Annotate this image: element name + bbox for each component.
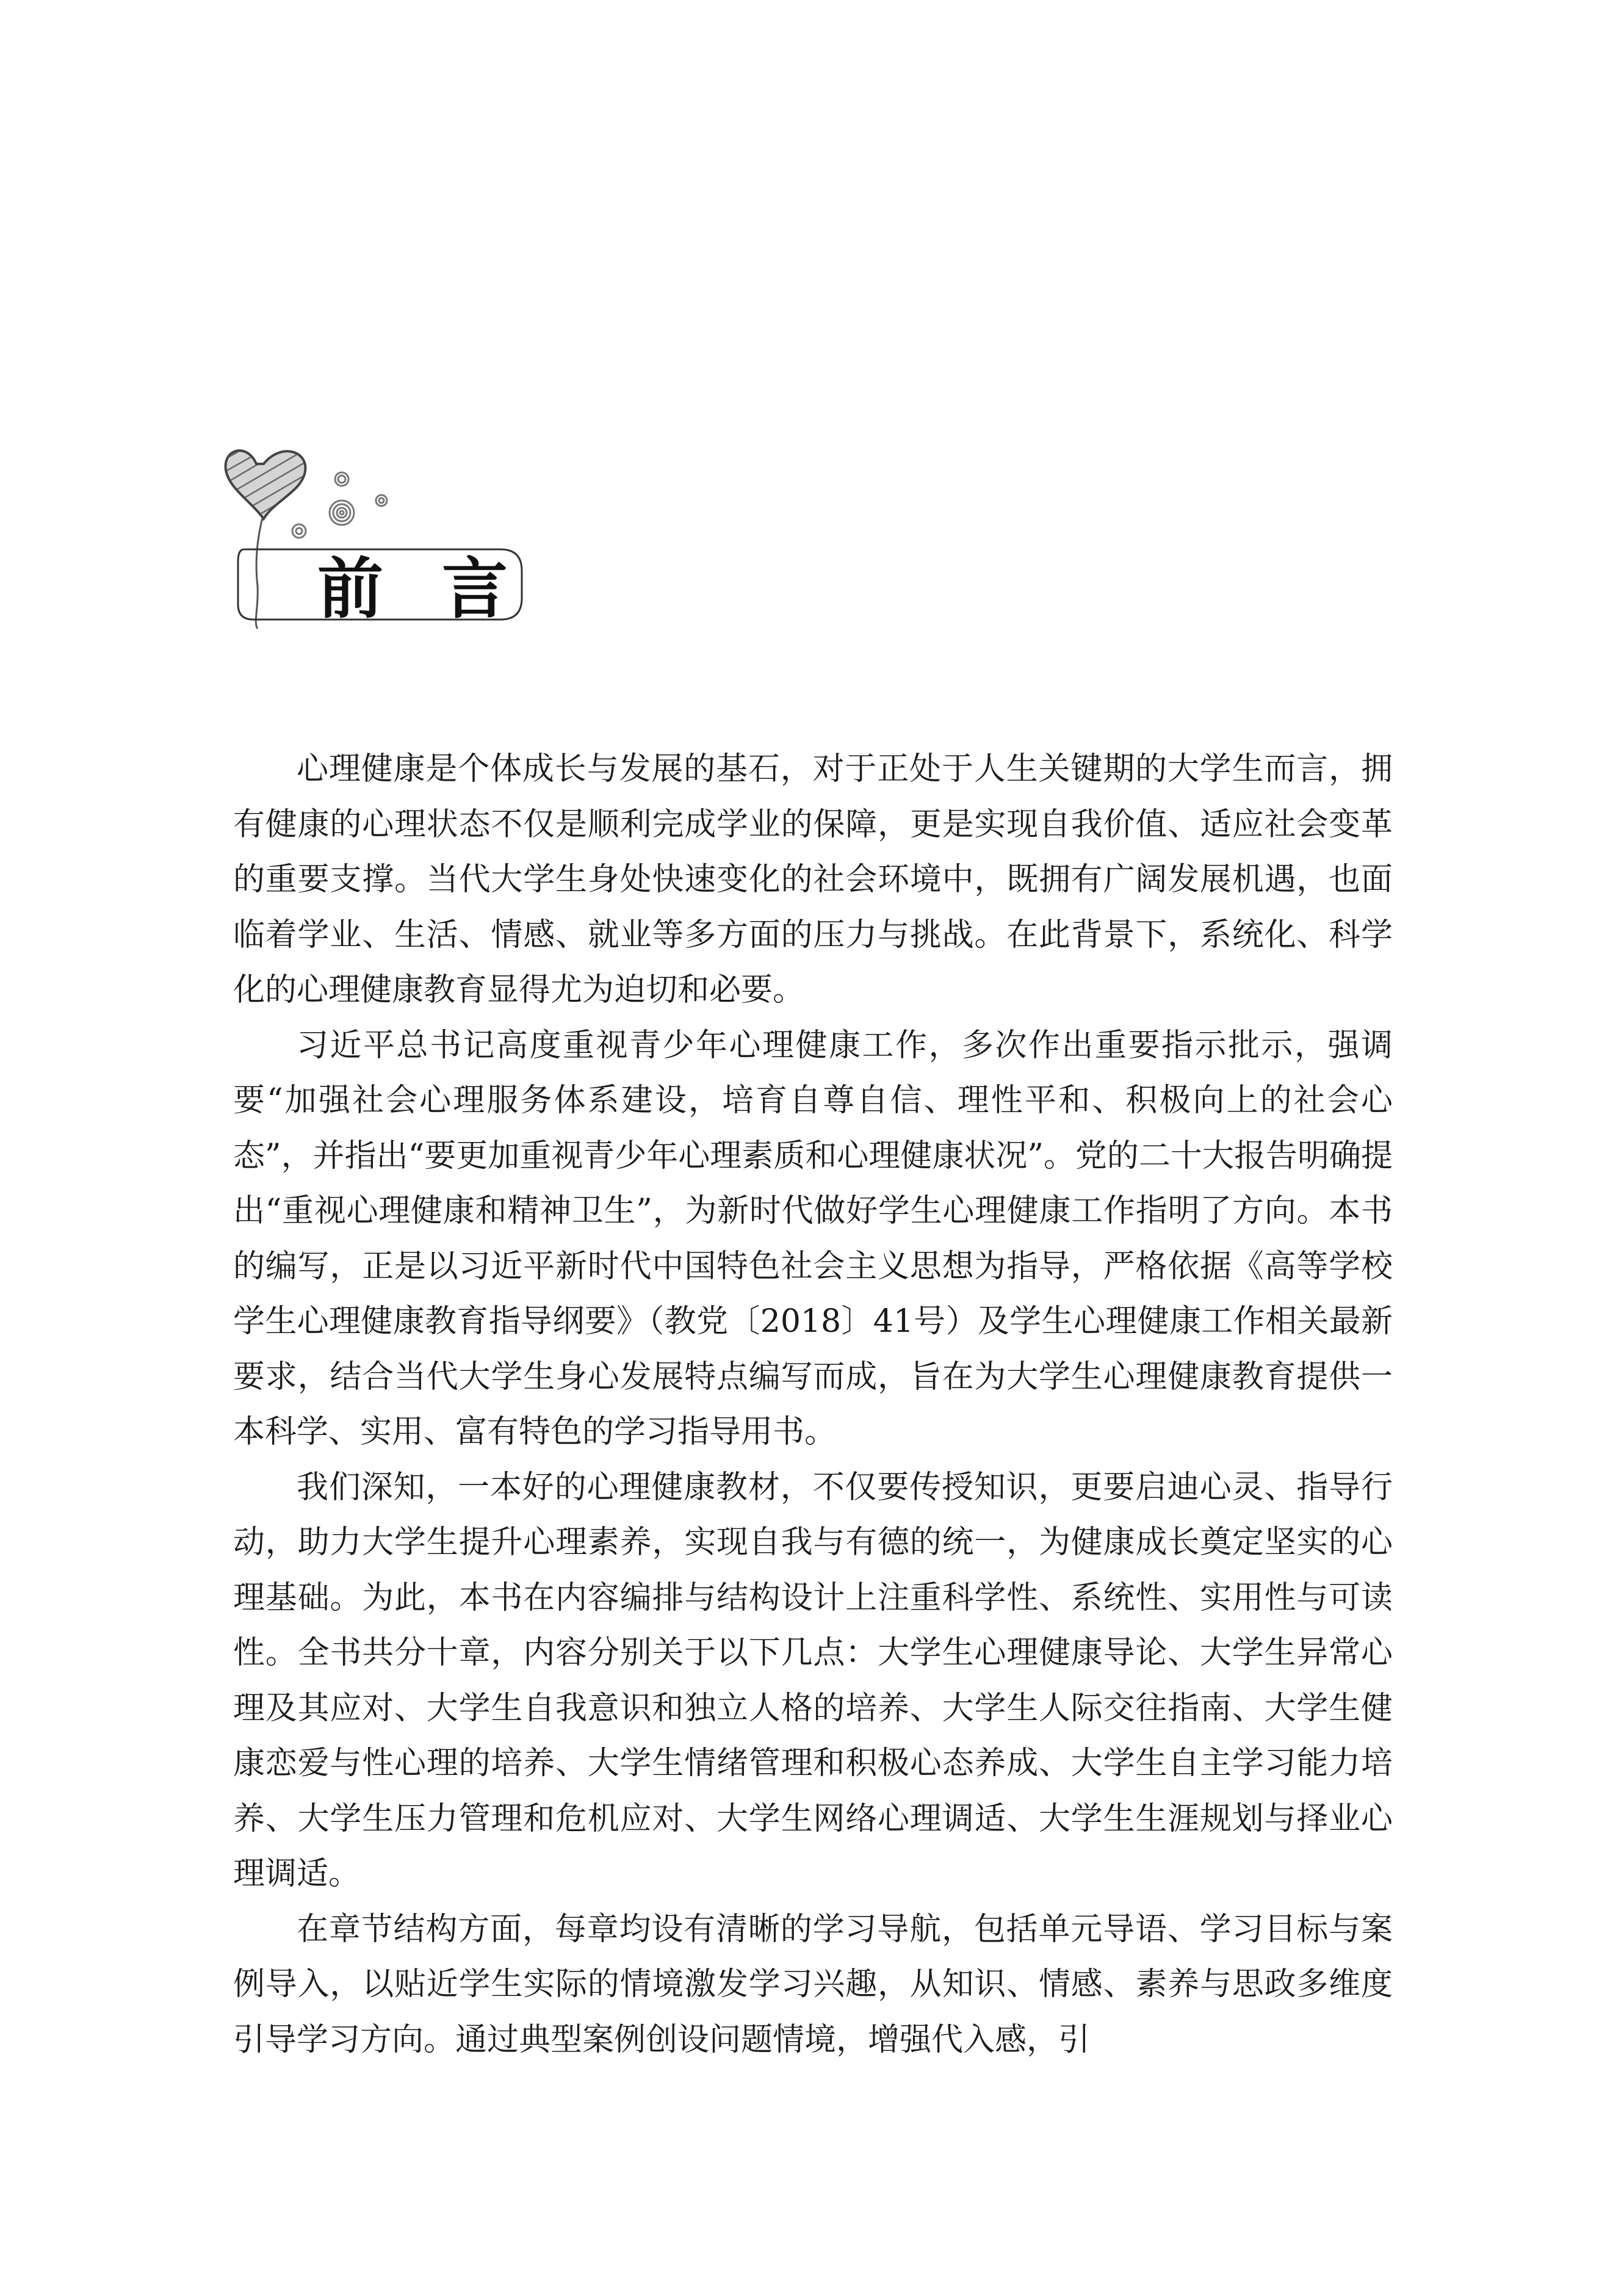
page-title: 前言: [317, 551, 567, 627]
paragraph-4: 在章节结构方面，每章均设有清晰的学习导航，包括单元导语、学习目标与案例导入，以贴近学生实际的情境激发学习兴趣，从知识、情感、素养与思政多维度引导学习方向。通过典型案例创设问题情境，增强代入感，引: [233, 1910, 1393, 2058]
paragraph-3: 我们深知，一本好的心理健康教材，不仅要传授知识，更要启迪心灵、指导行动，助力大学生提升心理素养，实现自我与有德的统一，为健康成长奠定坚实的心理基础。为此，本书在内容编排与结构设计上注重科学性、系统性、实用性与可读性。全书共分十章，内容分别关于以下几点：大学生心理健康导论、大学生异常心理及其应对、大学生自我意识和独立人格的培养、大学生人际交往指南、大学生健康恋爱与性心理的培养、大学生情绪管理和积极心态养成、大学生自主学习能力培养、大学生压力管理和危机应对、大学生网络心理调适、大学生生涯规划与择业心理调适。: [233, 1469, 1393, 1892]
paragraph-2: 习近平总书记高度重视青少年心理健康工作，多次作出重要指示批示，强调要“加强社会心理服务体系建设，培育自尊自信、理性平和、积极向上的社会心态”，并指出“要更加重视青少年心理素质和心理健康状况”。党的二十大报告明确提出“重视心理健康和精神卫生”，为新时代做好学生心理健康工作指明了方向。本书的编写，正是以习近平新时代中国特色社会主义思想为指导，严格依据《高等学校学生心理健康教育指导纲要》（教党〔2018〕41号）及学生心理健康工作相关最新要求，结合当代大学生身心发展特点编写而成，旨在为大学生心理健康教育提供一本科学、实用、富有特色的学习指导用书。: [233, 1027, 1393, 1450]
paragraph-1: 心理健康是个体成长与发展的基石，对于正处于人生关键期的大学生而言，拥有健康的心理状态不仅是顺利完成学业的保障，更是实现自我价值、适应社会变革的重要支撑。当代大学生身处快速变化的社会环境中，既拥有广阔发展机遇，也面临着学业、生活、情感、就业等多方面的压力与挑战。在此背景下，系统化、科学化的心理健康教育显得尤为迫切和必要。: [233, 751, 1393, 1008]
body-text: [233, 742, 1393, 2067]
